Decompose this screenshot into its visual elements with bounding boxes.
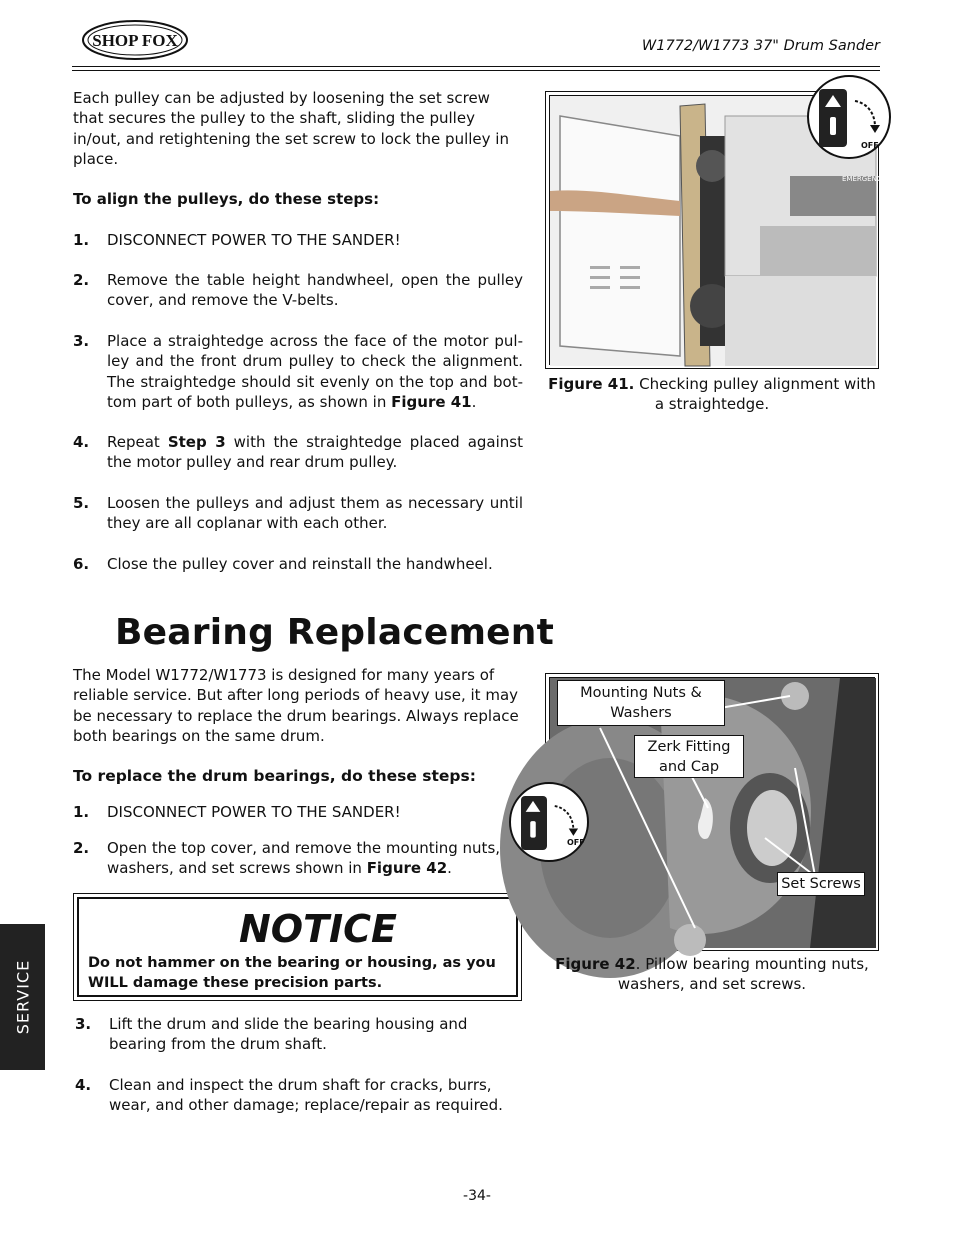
off-label: OFF [861,141,879,150]
notice-text: Do not hammer on the bearing or housing, as you WILL damage these precision parts. [88,955,496,991]
step-text: Clean and inspect the drum shaft for cracks, burrs, wear, and other damage; replace/repair as required. [109,1076,503,1115]
step-number: 3. [73,332,90,350]
intro-paragraph: Each pulley can be adjusted by loosening the set screw that secures the pulley to the shaft, sliding the pulley in/out, and retightening the set screw to lock the pulley in place. [73,89,509,168]
document-title: W1772/W1773 37" Drum Sander [641,38,880,54]
side-tab-label: SERVICE [13,959,32,1035]
step-text: Open the top cover, and remove the mounting nuts, washers, and set screws shown in [107,839,501,878]
power-off-badge [807,75,891,159]
header-rule [72,70,880,71]
section-title: Bearing Replacement [115,612,555,653]
callout-mounting-nuts: Mounting Nuts & Washers [557,680,725,726]
figure-label: Figure 41. [548,375,635,393]
caption-text: . Pillow bearing mounting nuts, washers, and set screws. [617,955,869,994]
step-number: 4. [75,1076,92,1094]
step-text: Repeat [107,433,168,451]
off-label: OFF [567,838,585,847]
callout-set-screws: Set Screws [777,872,865,896]
step-number: 1. [73,803,90,821]
caption-text: Checking pulley alignment with a straightedge. [634,375,876,414]
step-text: DISCONNECT POWER TO THE SANDER! [107,803,401,821]
figure-label: Figure 42 [555,955,636,973]
step-number: 3. [75,1015,92,1033]
step-text: Place a straightedge across the face of the motor pul-ley and the front drum pulley to check the alignment. The straightedge should sit evenly on the top and bot-tom part of both pulleys, as shown in [107,332,523,411]
step-text: DISCONNECT POWER TO THE SANDER! [107,231,401,249]
step-reference: Step 3 [167,433,226,451]
step-number: 4. [73,433,90,451]
notice-title: NOTICE [239,907,398,951]
figure-41-caption [545,374,879,415]
header-rule [72,66,880,67]
warning-icon [821,93,845,143]
step-number: 6. [73,555,90,573]
arrow-down-icon [551,802,579,840]
step-text: Remove the table height handwheel, open the pulley cover, and remove the V-belts. [107,271,523,310]
step-text: with the straightedge placed against the motor pulley and rear drum pulley. [107,433,523,472]
step-text: . [447,859,452,878]
figure-42-caption [545,954,879,995]
logo-text: SHOP FOX [92,31,178,50]
section-side-tab [0,924,45,1070]
step-number: 1. [73,231,90,249]
warning-icon [522,799,544,845]
step-text: Loosen the pulleys and adjust them as necessary until they are all coplanar with each other. [107,494,523,533]
figure-reference: Figure 41 [391,392,472,411]
arrow-down-icon [851,97,881,137]
step-number: 2. [73,271,90,289]
bearing-intro: The Model W1772/W1773 is designed for many years of reliable service. But after long periods of heavy use, it may be necessary to replace the drum bearings. Always replace both bearings on the same drum. [73,666,519,745]
step-text: Close the pulley cover and reinstall the handwheel. [107,555,493,573]
figure-reference: Figure 42 [366,859,448,878]
step-number: 2. [73,839,90,857]
callout-zerk-fitting: Zerk Fitting and Cap [634,735,744,778]
shop-fox-logo [80,18,190,62]
step-number: 5. [73,494,90,512]
power-off-badge [509,782,589,862]
notice-box [73,893,522,1001]
machine-label: EMERGENC [842,175,882,183]
step-text: . [471,392,477,411]
align-heading: To align the pulleys, do these steps: [73,190,380,208]
step-text: Lift the drum and slide the bearing housing and bearing from the drum shaft. [109,1015,468,1054]
page-number: -34- [463,1188,491,1204]
bearing-heading: To replace the drum bearings, do these steps: [73,767,476,785]
